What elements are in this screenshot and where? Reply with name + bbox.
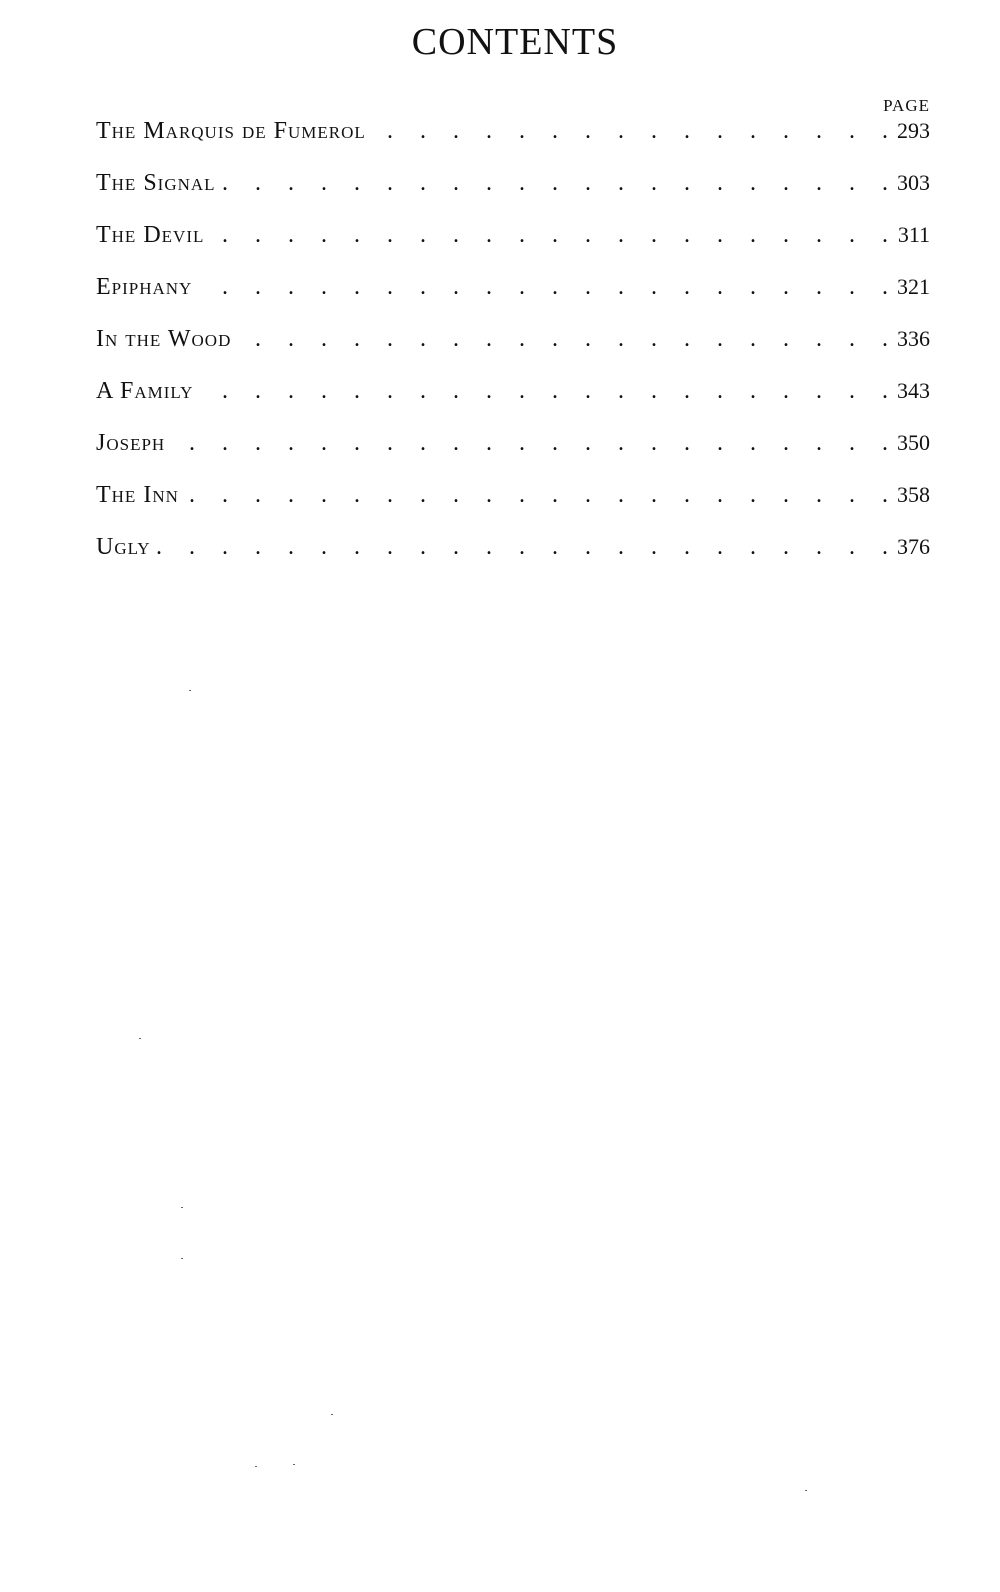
scan-speck bbox=[181, 1207, 183, 1208]
toc-entry[interactable] bbox=[96, 274, 930, 326]
scan-speck bbox=[139, 1038, 141, 1039]
dot-leader bbox=[222, 170, 888, 197]
table-of-contents bbox=[96, 118, 930, 586]
toc-entry[interactable] bbox=[96, 118, 930, 170]
toc-entry-title: A Family bbox=[96, 378, 194, 404]
toc-entry-page: 358 bbox=[897, 482, 930, 507]
toc-entry[interactable] bbox=[96, 170, 930, 222]
scan-speck bbox=[181, 1258, 183, 1259]
toc-entry-page: 303 bbox=[897, 170, 930, 195]
scan-speck bbox=[293, 1464, 295, 1465]
toc-entry[interactable] bbox=[96, 534, 930, 586]
toc-entry-page: 350 bbox=[897, 430, 930, 455]
toc-entry[interactable] bbox=[96, 222, 930, 274]
page-column-label: PAGE bbox=[883, 96, 930, 115]
dot-leader bbox=[210, 222, 888, 249]
toc-entry-title: The Inn bbox=[96, 482, 179, 508]
toc-entry-title: Joseph bbox=[96, 430, 166, 456]
dot-leader bbox=[198, 274, 888, 301]
dot-leader bbox=[171, 430, 888, 457]
toc-entry-page: 311 bbox=[897, 222, 930, 247]
toc-entry-title: In the Wood bbox=[96, 326, 232, 352]
toc-entry-page: 376 bbox=[897, 534, 930, 559]
scan-speck bbox=[331, 1414, 333, 1415]
dot-leader bbox=[372, 118, 888, 145]
toc-entry-page: 336 bbox=[897, 326, 930, 351]
toc-entry-title: The Marquis de Fumerol bbox=[96, 118, 366, 144]
toc-entry[interactable] bbox=[96, 378, 930, 430]
dot-leader bbox=[185, 482, 888, 509]
toc-entry-page: 293 bbox=[897, 118, 930, 143]
scan-speck bbox=[255, 1466, 257, 1467]
toc-entry-title: Epiphany bbox=[96, 274, 193, 300]
toc-entry[interactable] bbox=[96, 326, 930, 378]
toc-entry-page: 321 bbox=[897, 274, 930, 299]
scan-speck bbox=[189, 690, 191, 691]
toc-entry-page: 343 bbox=[897, 378, 930, 403]
scan-speck bbox=[805, 1490, 807, 1491]
dot-leader bbox=[237, 326, 888, 353]
toc-entry[interactable] bbox=[96, 430, 930, 482]
toc-entry-title: The Signal bbox=[96, 170, 216, 196]
toc-entry[interactable] bbox=[96, 482, 930, 534]
dot-leader bbox=[199, 378, 888, 405]
toc-entry-title: Ugly bbox=[96, 534, 151, 560]
dot-leader bbox=[157, 534, 888, 561]
toc-entry-title: The Devil bbox=[96, 222, 205, 248]
page-title: CONTENTS bbox=[411, 21, 619, 63]
